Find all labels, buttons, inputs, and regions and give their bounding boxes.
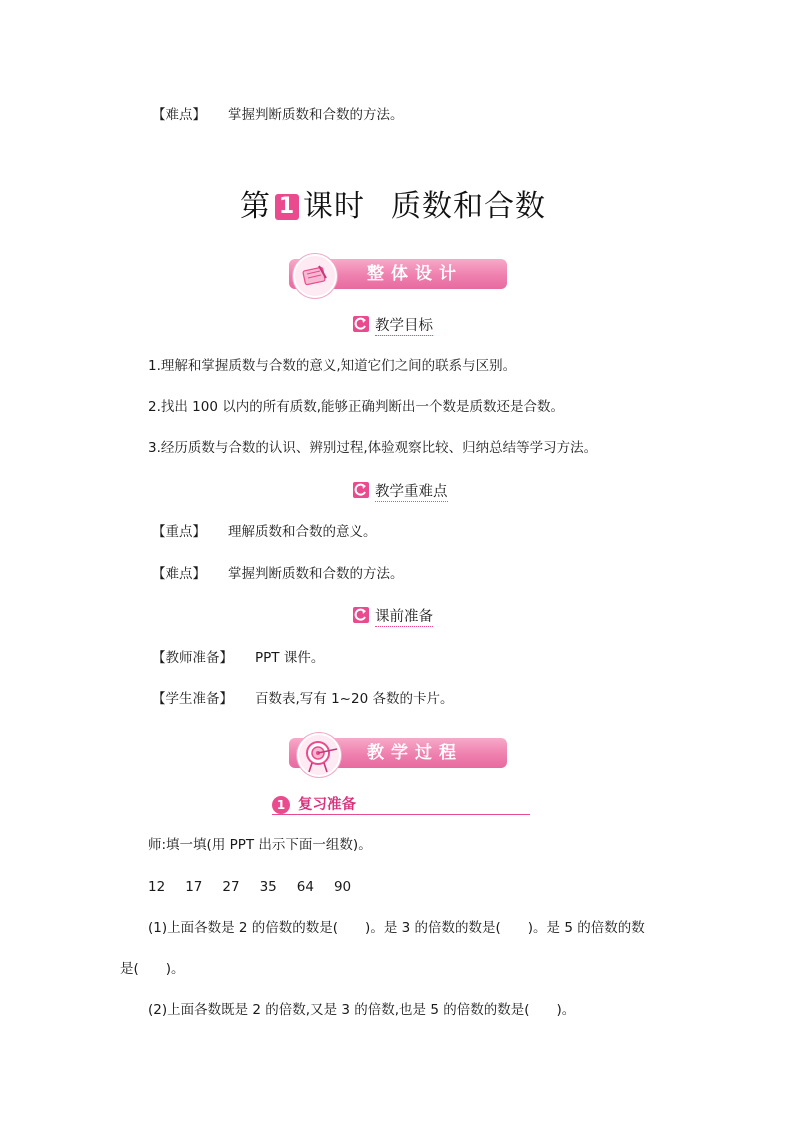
number-item: 90 [333, 879, 352, 895]
banner-label: 教学过程 [367, 743, 463, 763]
target-icon [297, 733, 341, 777]
lesson-title-prefix: 第 [240, 189, 271, 224]
step-underline [272, 814, 530, 815]
student-prep-line [152, 690, 453, 708]
key-points-heading-text: 教学重难点 [375, 484, 448, 500]
key-points-heading [353, 482, 448, 502]
preparation-heading-text: 课前准备 [375, 609, 433, 625]
notebook-icon [293, 254, 337, 298]
lesson-title [240, 189, 546, 225]
objectives-heading [353, 316, 433, 336]
banner-label: 整体设计 [367, 264, 463, 284]
arrow-tag-icon [353, 482, 369, 498]
focus-text: 理解质数和合数的意义。 [228, 524, 377, 540]
student-prep-text: 百数表,写有 1~20 各数的卡片。 [255, 691, 454, 707]
number-item: 27 [222, 879, 240, 895]
difficulty-text: 掌握判断质数和合数的方法。 [228, 566, 404, 582]
arrow-tag-icon [353, 316, 369, 332]
lesson-topic: 质数和合数 [391, 189, 546, 224]
difficulty-line [152, 565, 404, 583]
number-list [148, 878, 351, 896]
student-prep-label: 【学生准备】 [152, 691, 233, 707]
objective-item: 1.理解和掌握质数与合数的意义,知道它们之间的联系与区别。 [148, 358, 517, 374]
objective-item: 3.经历质数与合数的认识、辨别过程,体验观察比较、归纳总结等学习方法。 [148, 440, 598, 456]
question-2: (2)上面各数既是 2 的倍数,又是 3 的倍数,也是 5 的倍数的数是( )。 [148, 1002, 576, 1018]
number-item: 12 [148, 879, 166, 895]
step-1-heading [272, 793, 356, 814]
number-item: 35 [259, 879, 277, 895]
preparation-heading [353, 607, 433, 627]
question-1-line-2: 是( )。 [120, 961, 185, 977]
focus-line [152, 523, 377, 541]
number-item: 17 [185, 879, 203, 895]
question-1-line-1: (1)上面各数是 2 的倍数的数是( )。是 3 的倍数的数是( )。是 5 的倍数的数 [148, 920, 645, 936]
intro-text: 师:填一填(用 PPT 出示下面一组数)。 [148, 837, 372, 853]
teacher-prep-label: 【教师准备】 [152, 650, 233, 666]
step-number: 1 [272, 796, 290, 814]
top-difficulty [152, 106, 404, 124]
lesson-number-badge: 1 [275, 194, 299, 220]
focus-label: 【重点】 [152, 524, 206, 540]
objectives-heading-text: 教学目标 [375, 318, 433, 334]
difficulty-text: 掌握判断质数和合数的方法。 [228, 107, 404, 123]
objective-item: 2.找出 100 以内的所有质数,能够正确判断出一个数是质数还是合数。 [148, 399, 565, 415]
number-item: 64 [296, 879, 314, 895]
lesson-title-suffix: 课时 [303, 189, 365, 224]
teacher-prep-line [152, 649, 324, 667]
teacher-prep-text: PPT 课件。 [255, 650, 325, 666]
difficulty-label: 【难点】 [152, 566, 206, 582]
difficulty-label: 【难点】 [152, 107, 206, 123]
arrow-tag-icon [353, 607, 369, 623]
step-label: 复习准备 [298, 797, 356, 813]
